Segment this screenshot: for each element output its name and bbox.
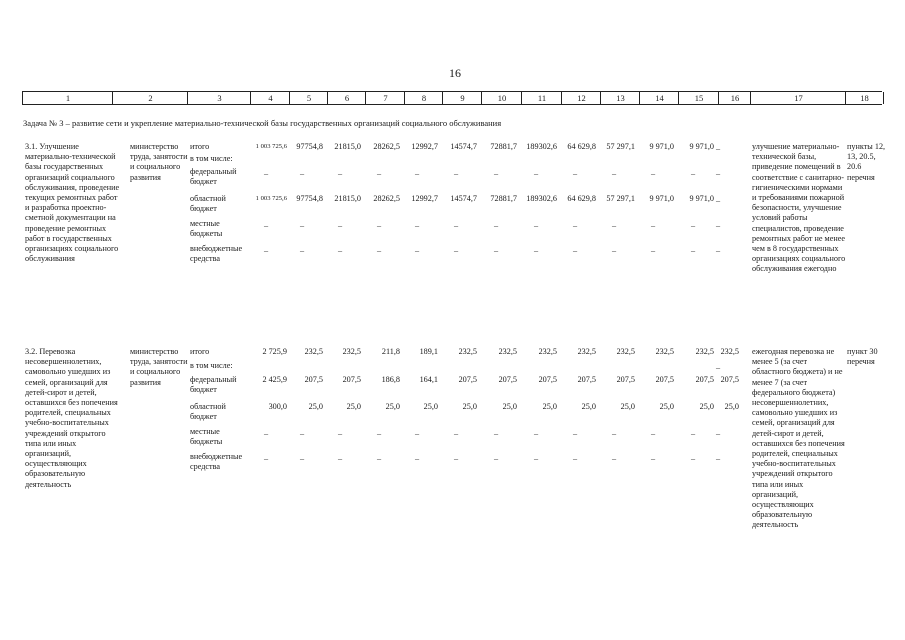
value-cell: 25,0 [581, 402, 596, 411]
value-cell: – [690, 246, 696, 255]
program-item-name: 3.2. Перевозка несовершеннолетних, самовольно ушедших из семей, организаций для детей-сирот и детей, оставшихся без попечения родителей, специальных учебно-воспитательных учреждений открытого типа или иных организаций, осуществляющих образовательную деятельность [25, 347, 118, 489]
value-cell: 12992,7 [411, 194, 438, 203]
header-col-12: 12 [561, 92, 601, 104]
reference: пункт 30 перечня [847, 347, 878, 367]
column-number-header [22, 91, 882, 105]
header-col-15: 15 [678, 92, 719, 104]
value-cell: – [376, 454, 382, 463]
value-cell: 14574,7 [450, 142, 477, 151]
value-cell: 300,0 [268, 402, 287, 411]
value-cell: 207,5 [655, 375, 674, 384]
value-cell: – [376, 169, 382, 178]
value-cell: 189302,6 [526, 194, 557, 203]
header-col-9: 9 [442, 92, 482, 104]
header-col-10: 10 [481, 92, 522, 104]
value-cell: 25,0 [423, 402, 438, 411]
header-col-4: 4 [250, 92, 290, 104]
value-cell: – [263, 429, 269, 438]
value-cell: – [453, 246, 459, 255]
value-cell: – [572, 429, 578, 438]
value-cell: 12992,7 [411, 142, 438, 151]
value-cell: – [690, 454, 696, 463]
value-cell: 21815,0 [334, 142, 361, 151]
program-item-name: 3.1. Улучшение материально-технической базы государственных организаций социального обслуживания, проведение текущих ремонтных работ и разработка проектно-сметной документации на проведение ремонтных работ в государственных организациях социального обслуживания [25, 142, 120, 264]
value-cell: 9 971,0 [649, 142, 674, 151]
header-col-3: 3 [187, 92, 251, 104]
value-cell: 207,5 [695, 375, 714, 384]
value-cell: – [493, 429, 499, 438]
value-cell: – [611, 169, 617, 178]
value-cell: 211,8 [381, 347, 400, 356]
value-cell: – [715, 363, 721, 372]
value-cell: – [650, 221, 656, 230]
header-col-7: 7 [365, 92, 405, 104]
header-col-1: 1 [22, 92, 113, 104]
funding-source-label: местные бюджеты [190, 427, 223, 447]
value-cell: – [453, 169, 459, 178]
value-cell: 72881,7 [490, 194, 517, 203]
value-cell: – [715, 246, 721, 255]
value-cell: 64 629,8 [567, 142, 596, 151]
value-cell: 207,5 [538, 375, 557, 384]
funding-source-label: федеральный бюджет [190, 167, 237, 187]
value-cell: 97754,8 [296, 194, 323, 203]
header-col-13: 13 [600, 92, 640, 104]
value-cell: 25,0 [542, 402, 557, 411]
value-cell: 28262,5 [373, 142, 400, 151]
value-cell: 9 971,0 [689, 142, 714, 151]
value-cell: – [493, 221, 499, 230]
value-cell: – [337, 454, 343, 463]
value-cell: 25,0 [385, 402, 400, 411]
funding-source-label: федеральный бюджет [190, 375, 237, 395]
value-cell: – [299, 454, 305, 463]
reference: пункты 12, 13, 20.5, 20.6 перечня [847, 142, 886, 182]
value-cell: – [715, 429, 721, 438]
value-cell: – [493, 169, 499, 178]
value-cell: – [650, 169, 656, 178]
page-number: 16 [449, 66, 461, 80]
funding-source-label: местные бюджеты [190, 219, 223, 239]
value-cell: – [715, 144, 721, 153]
value-cell: – [650, 246, 656, 255]
value-cell: – [337, 221, 343, 230]
value-cell: – [533, 169, 539, 178]
value-cell: – [263, 454, 269, 463]
header-col-2: 2 [112, 92, 188, 104]
value-cell: – [263, 246, 269, 255]
value-cell: – [414, 429, 420, 438]
value-cell: 232,5 [304, 347, 323, 356]
value-cell: – [572, 246, 578, 255]
header-col-16: 16 [718, 92, 751, 104]
value-cell: 25,0 [502, 402, 517, 411]
value-cell: – [572, 454, 578, 463]
value-cell: – [299, 221, 305, 230]
value-cell: 232,5 [538, 347, 557, 356]
value-cell: 25,0 [724, 402, 739, 411]
value-cell: 2 725,9 [262, 347, 287, 356]
funding-source-label: внебюджетные средства [190, 244, 243, 264]
value-cell: – [299, 246, 305, 255]
value-cell: – [493, 246, 499, 255]
value-cell: 25,0 [308, 402, 323, 411]
header-col-14: 14 [639, 92, 679, 104]
value-cell: – [611, 454, 617, 463]
value-cell: – [414, 454, 420, 463]
value-cell: 232,5 [342, 347, 361, 356]
value-cell: 207,5 [458, 375, 477, 384]
value-cell: – [690, 429, 696, 438]
value-cell: – [715, 454, 721, 463]
value-cell: 164,1 [419, 375, 438, 384]
value-cell: – [533, 221, 539, 230]
value-cell: – [453, 454, 459, 463]
value-cell: 25,0 [462, 402, 477, 411]
value-cell: 232,5 [577, 347, 596, 356]
value-cell: 189302,6 [526, 142, 557, 151]
value-cell: – [650, 429, 656, 438]
value-cell: – [690, 169, 696, 178]
value-cell: – [453, 221, 459, 230]
value-cell: – [337, 169, 343, 178]
value-cell: – [690, 221, 696, 230]
value-cell: – [453, 429, 459, 438]
funding-source-label: в том числе: [190, 154, 233, 163]
header-col-18: 18 [845, 92, 884, 104]
value-cell: 232,5 [655, 347, 674, 356]
value-cell: 232,5 [458, 347, 477, 356]
value-cell: – [493, 454, 499, 463]
value-cell: 2 425,9 [262, 375, 287, 384]
value-cell: 9 971,0 [649, 194, 674, 203]
value-cell: 72881,7 [490, 142, 517, 151]
value-cell: – [572, 221, 578, 230]
value-cell: – [715, 169, 721, 178]
value-cell: 232,5 [695, 347, 714, 356]
header-col-17: 17 [750, 92, 846, 104]
value-cell: – [376, 429, 382, 438]
value-cell: – [533, 246, 539, 255]
funding-source-label: областной бюджет [190, 402, 226, 422]
expected-result: ежегодная перевозка не менее 5 (за счет областного бюджета) и не менее 7 (за счет федерального бюджета) несовершеннолетних, самовольно ушедших из семей, организаций для детей-сирот и детей, оставшихся без попечения родителей, специальных учебно-воспитательных учреждений открытого типа или иных организаций, осуществляющих образовательную деятельность [752, 347, 845, 530]
value-cell: – [611, 221, 617, 230]
value-cell: 9 971,0 [689, 194, 714, 203]
header-col-8: 8 [404, 92, 443, 104]
value-cell: 21815,0 [334, 194, 361, 203]
value-cell: 28262,5 [373, 194, 400, 203]
value-cell: – [299, 169, 305, 178]
value-cell: – [611, 429, 617, 438]
value-cell: 25,0 [699, 402, 714, 411]
value-cell: 207,5 [720, 375, 739, 384]
value-cell: 186,8 [381, 375, 400, 384]
executor: министерство труда, занятости и социального развития [130, 142, 188, 182]
value-cell: 207,5 [342, 375, 361, 384]
value-cell: – [650, 454, 656, 463]
funding-source-label: итого [190, 142, 210, 151]
value-cell: 207,5 [498, 375, 517, 384]
value-cell: 25,0 [346, 402, 361, 411]
value-cell: 25,0 [620, 402, 635, 411]
value-cell: – [611, 246, 617, 255]
value-cell: 64 629,8 [567, 194, 596, 203]
value-cell: 189,1 [419, 347, 438, 356]
header-col-5: 5 [289, 92, 328, 104]
value-cell: – [299, 429, 305, 438]
executor: министерство труда, занятости и социального развития [130, 347, 188, 387]
value-cell: 232,5 [720, 347, 739, 356]
value-cell: 57 297,1 [606, 142, 635, 151]
header-col-6: 6 [327, 92, 366, 104]
value-cell: 97754,8 [296, 142, 323, 151]
value-cell: – [572, 169, 578, 178]
value-cell: – [715, 196, 721, 205]
value-cell: 1 003 725,6 [255, 143, 287, 150]
task-title: Задача № 3 – развитие сети и укрепление материально-технической базы государственных организаций социального обслуживания [23, 118, 502, 128]
value-cell: 57 297,1 [606, 194, 635, 203]
value-cell: – [337, 246, 343, 255]
value-cell: – [533, 454, 539, 463]
value-cell: 232,5 [616, 347, 635, 356]
value-cell: – [414, 221, 420, 230]
funding-source-label: областной бюджет [190, 194, 226, 214]
value-cell: – [263, 169, 269, 178]
value-cell: 232,5 [498, 347, 517, 356]
value-cell: 207,5 [304, 375, 323, 384]
value-cell: – [414, 169, 420, 178]
value-cell: 207,5 [577, 375, 596, 384]
funding-source-label: в том числе: [190, 361, 233, 370]
value-cell: 25,0 [659, 402, 674, 411]
value-cell: – [533, 429, 539, 438]
funding-source-label: внебюджетные средства [190, 452, 243, 472]
funding-source-label: итого [190, 347, 210, 356]
value-cell: – [715, 221, 721, 230]
value-cell: 14574,7 [450, 194, 477, 203]
value-cell: – [376, 246, 382, 255]
value-cell: – [337, 429, 343, 438]
value-cell: – [263, 221, 269, 230]
value-cell: – [376, 221, 382, 230]
value-cell: 207,5 [616, 375, 635, 384]
expected-result: улучшение материально-технической базы, приведение помещений в соответствие с санитарно-гигиеническими нормами и требованиями пожарной безопасности, улучшение условий работы специалистов, проведение ремонтных работ не менее чем в 8 государственных организациях социального обслуживания ежегодно [752, 142, 846, 274]
value-cell: 1 003 725,6 [255, 195, 287, 202]
header-col-11: 11 [521, 92, 562, 104]
value-cell: – [414, 246, 420, 255]
